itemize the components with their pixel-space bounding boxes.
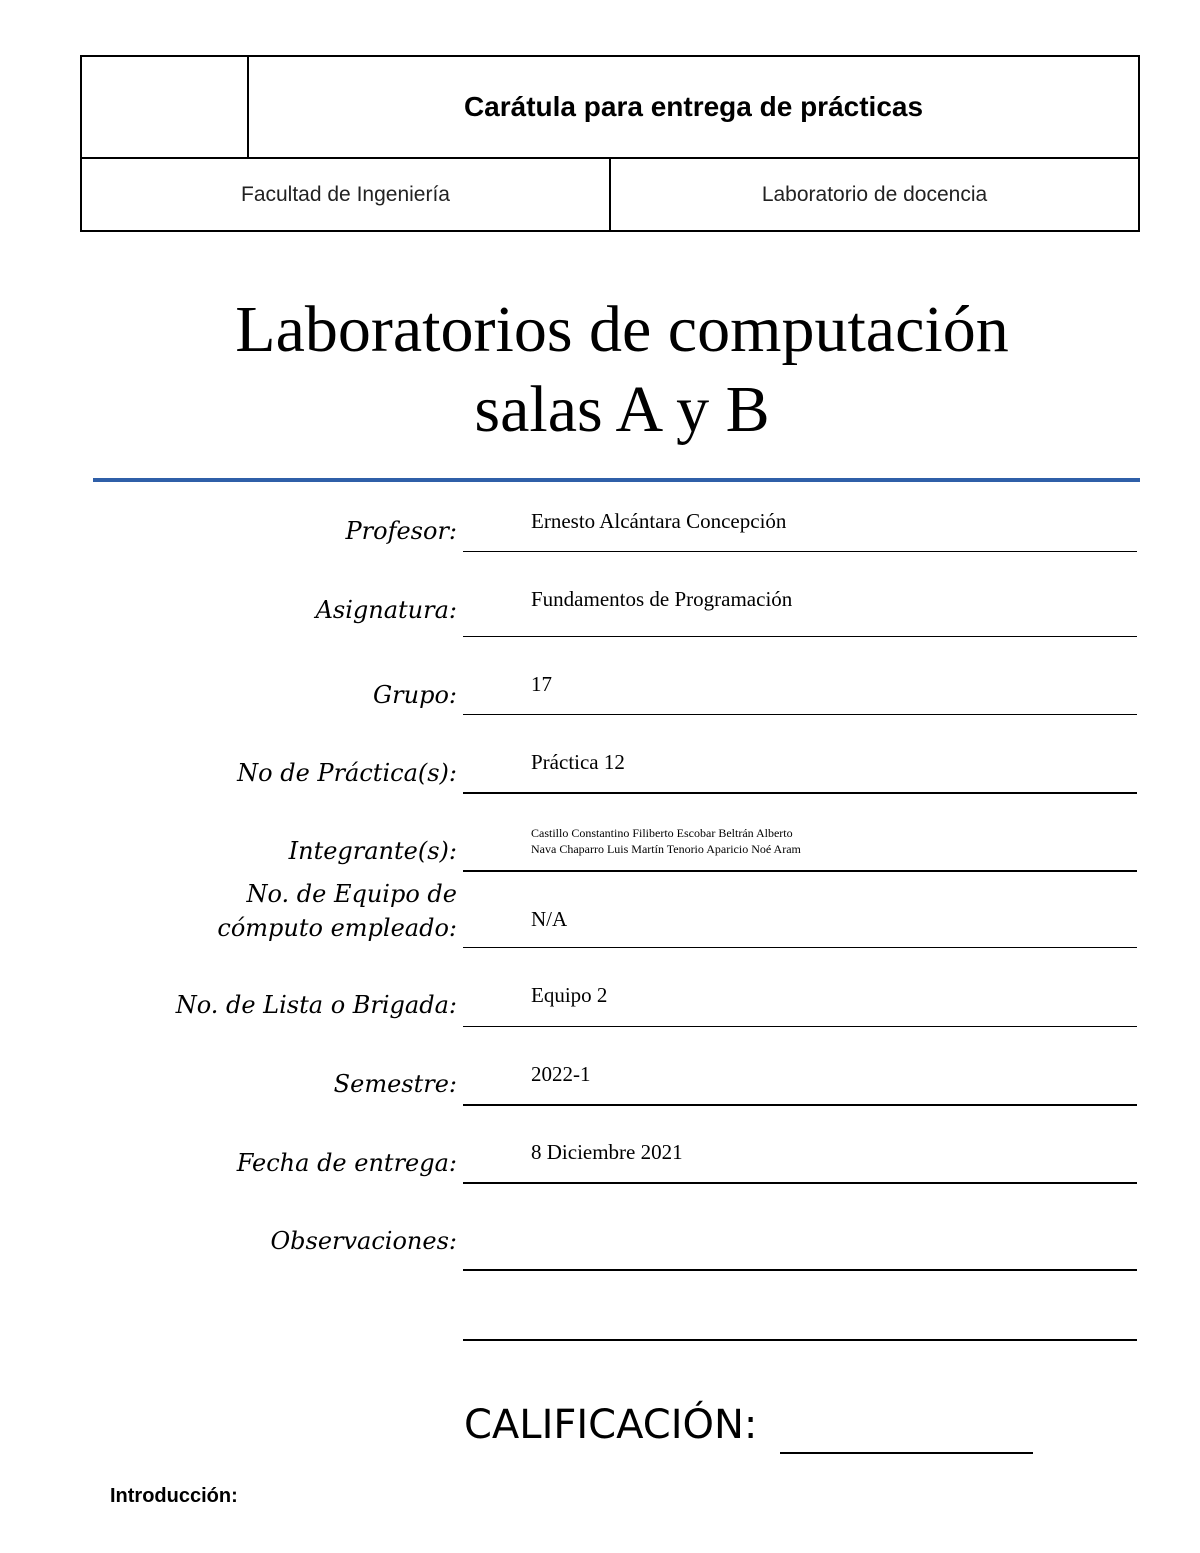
member-line: Nava Chaparro Luis Martín Tenorio Aparicio Noé Aram xyxy=(531,842,801,856)
title-divider xyxy=(93,478,1140,482)
asignatura-value: Fundamentos de Programación xyxy=(531,587,793,611)
observaciones-line-1 xyxy=(463,1269,1137,1271)
header-title-cell xyxy=(249,57,1138,157)
calificacion-label: CALIFICACIÓN: xyxy=(464,1402,758,1448)
equipo-value: N/A xyxy=(531,907,568,931)
lista-label: No. de Lista o Brigada: xyxy=(175,991,457,1019)
integrantes-label: Integrante(s): xyxy=(288,837,457,865)
lista-line xyxy=(463,1026,1137,1027)
observaciones-label: Observaciones: xyxy=(270,1227,457,1255)
integrantes-value xyxy=(531,825,861,867)
profesor-value: Ernesto Alcántara Concepción xyxy=(531,509,787,533)
fecha-label: Fecha de entrega: xyxy=(236,1149,457,1177)
integrantes-line xyxy=(463,870,1137,872)
equipo-line xyxy=(463,947,1137,948)
profesor-line xyxy=(463,551,1137,552)
observaciones-line-2 xyxy=(463,1339,1137,1341)
practica-line xyxy=(463,792,1137,794)
page-title-line-1: Laboratorios de computación xyxy=(235,293,1009,366)
equipo-label-line-1: No. de Equipo de xyxy=(246,880,457,908)
asignatura-line xyxy=(463,636,1137,637)
equipo-label-line-2: cómputo empleado: xyxy=(217,914,457,942)
logo-cell xyxy=(82,57,249,157)
profesor-label: Profesor: xyxy=(345,517,457,545)
fecha-value: 8 Diciembre 2021 xyxy=(531,1140,683,1164)
header-table xyxy=(80,55,1140,232)
semestre-label: Semestre: xyxy=(333,1070,457,1098)
lab-cell: Laboratorio de docencia xyxy=(761,182,988,206)
member-line: Castillo Constantino Filiberto Escobar Beltrán Alberto xyxy=(531,826,793,840)
header-row-2 xyxy=(82,157,1138,230)
page-title-line-2: salas A y B xyxy=(474,373,770,446)
lista-value: Equipo 2 xyxy=(531,983,608,1007)
faculty-cell: Facultad de Ingeniería xyxy=(82,159,611,230)
asignatura-label: Asignatura: xyxy=(315,596,457,624)
semestre-value: 2022-1 xyxy=(531,1062,591,1086)
intro-heading: Introducción: xyxy=(110,1485,238,1507)
semestre-line xyxy=(463,1104,1137,1106)
page-title xyxy=(0,290,1200,450)
fecha-line xyxy=(463,1182,1137,1184)
grupo-value: 17 xyxy=(531,672,552,696)
calificacion-line xyxy=(780,1452,1033,1454)
header-title: Carátula para entrega de prácticas xyxy=(463,91,924,122)
grupo-line xyxy=(463,714,1137,715)
grupo-label: Grupo: xyxy=(373,681,457,709)
practica-label: No de Práctica(s): xyxy=(237,759,457,787)
practica-value: Práctica 12 xyxy=(531,750,625,774)
